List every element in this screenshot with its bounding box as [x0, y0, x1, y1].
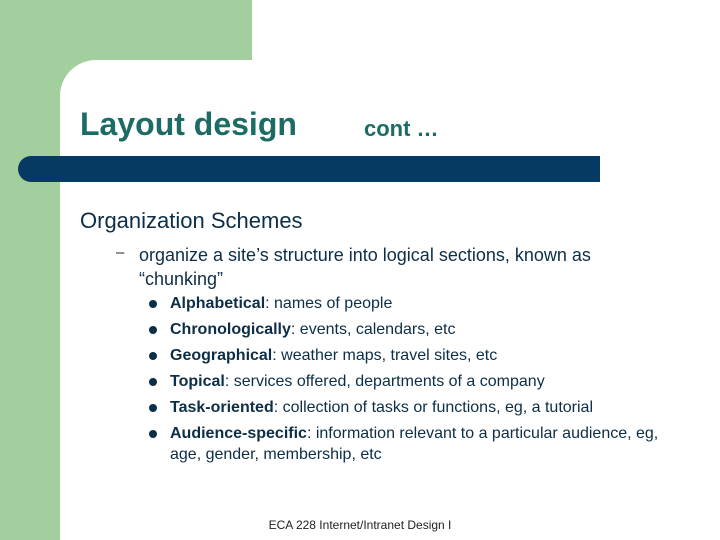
title-underline-bar — [18, 156, 600, 182]
bullet-term: Topical — [170, 373, 225, 390]
bullet-term: Geographical — [170, 347, 273, 364]
list-item — [149, 397, 689, 418]
bullet-desc: : names of people — [265, 295, 393, 312]
bullet-desc: : services offered, departments of a company — [224, 373, 545, 390]
bullet-term: Chronologically — [170, 321, 291, 338]
list-item — [149, 345, 689, 366]
sub-bullet-text: organize a site’s structure into logical sections, known as “chunking” — [139, 245, 591, 289]
bullet-dot-icon — [149, 404, 157, 412]
sub-bullet-marker: – — [116, 244, 125, 261]
slide-title-suffix: cont … — [364, 116, 439, 141]
list-item — [149, 293, 689, 314]
bullet-desc: : weather maps, travel sites, etc — [272, 347, 498, 364]
bullet-dot-icon — [149, 430, 157, 438]
bullet-desc: : events, calendars, etc — [290, 321, 456, 338]
bullet-term: Task-oriented — [170, 399, 274, 416]
section-heading: Organization Schemes — [80, 208, 303, 233]
bullet-dot-icon — [149, 378, 157, 386]
bullet-list — [149, 293, 689, 470]
bullet-dot-icon — [149, 300, 157, 308]
list-item — [149, 319, 689, 340]
bullet-desc: : collection of tasks or functions, eg, a tutorial — [273, 399, 594, 416]
list-item — [149, 371, 689, 392]
bullet-term: Audience-specific — [170, 425, 307, 442]
list-item — [149, 423, 689, 465]
slide-footer: ECA 228 Internet/Intranet Design I — [268, 518, 452, 532]
bullet-dot-icon — [149, 326, 157, 334]
bullet-desc: : information relevant to a particular audience, eg, age, gender, membership, etc — [170, 425, 659, 463]
bullet-dot-icon — [149, 352, 157, 360]
slide-title: Layout design — [80, 106, 297, 142]
bullet-term: Alphabetical — [170, 295, 266, 312]
